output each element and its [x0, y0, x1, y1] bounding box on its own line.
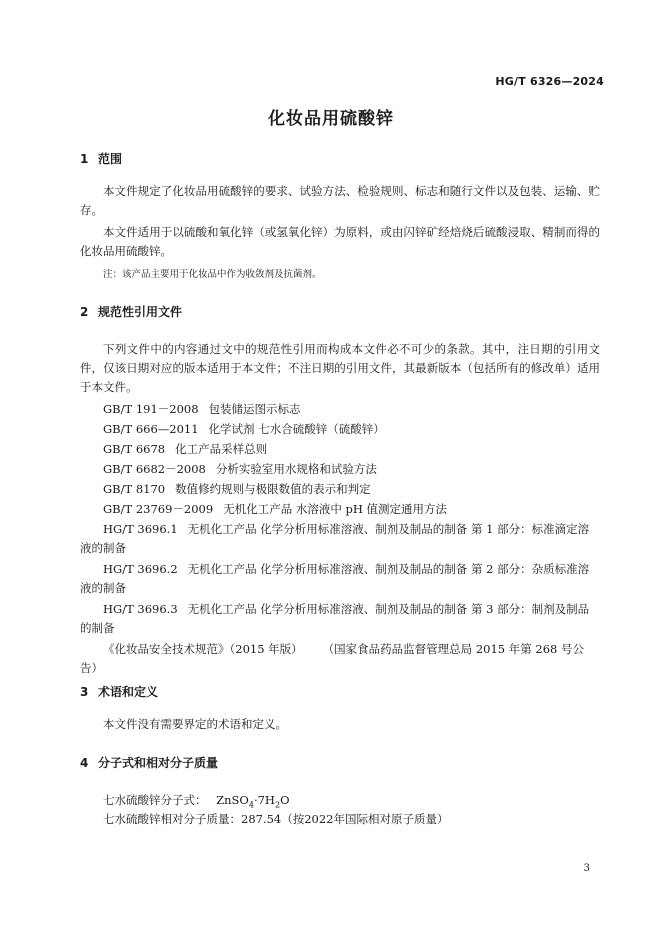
scope-paragraph-1: 本文件规定了化妆品用硫酸锌的要求、试验方法、检验规则、标志和随行文件以及包装、运输、贮存。 [80, 184, 600, 217]
reference-item: HG/T 3696.2 无机化工产品 化学分析用标准溶液、制剂及制品的制备 第 2 部分：杂质标准溶液的制备 [80, 562, 590, 595]
molecular-formula-line [103, 792, 290, 809]
formula-label: 七水硫酸锌分子式： [103, 793, 207, 807]
reference-item: HG/T 3696.3 无机化工产品 化学分析用标准溶液、制剂及制品的制备 第 3 部分：制剂及制品的制备 [80, 602, 590, 635]
scope-paragraph-2: 本文件适用于以硫酸和氧化锌（或氢氧化锌）为原料，或由闪锌矿经焙烧后硫酸浸取、精制而得的化妆品用硫酸锌。 [80, 225, 600, 258]
reference-item: GB/T 6682－2008 分析实验室用水规格和试验方法 [103, 462, 377, 476]
reference-item: GB/T 6678 化工产品采样总则 [103, 442, 268, 456]
reference-item: GB/T 23769－2009 无机化工产品 水溶液中 pH 值测定通用方法 [103, 502, 448, 516]
formula-value: $ZnSO_4\cdot 7H_2O$ [216, 793, 290, 810]
section-title: 范围 [98, 152, 123, 166]
section-4-heading [80, 754, 218, 771]
section-number: 2 [80, 305, 89, 319]
scope-note: 注：该产品主要用于化妆品中作为收敛剂及抗菌剂。 [103, 269, 322, 280]
reference-item: GB/T 666—2011 化学试剂 七水合硫酸锌（硫酸锌） [103, 422, 385, 436]
document-title: 化妆品用硫酸锌 [268, 109, 394, 129]
reference-item: GB/T 8170 数值修约规则与极限数值的表示和判定 [103, 482, 371, 496]
section-2-heading [80, 303, 182, 320]
section-number: 3 [80, 685, 89, 699]
reference-item: GB/T 191－2008 包装储运图示标志 [103, 402, 301, 416]
reference-item: 《化妆品安全技术规范》（2015 年版） （国家食品药品监督管理总局 2015 年第 268 号公告） [80, 642, 585, 675]
section-number: 4 [80, 756, 89, 770]
references-intro: 下列文件中的内容通过文中的规范性引用而构成本文件必不可少的条款。其中，注日期的引用文件，仅该日期对应的版本适用于本文件；不注日期的引用文件，其最新版本（包括所有的修改单）适用于本文件。 [80, 342, 600, 394]
section-title: 分子式和相对分子质量 [98, 756, 219, 770]
section-1-heading [80, 150, 122, 167]
reference-item: HG/T 3696.1 无机化工产品 化学分析用标准溶液、制剂及制品的制备 第 1 部分：标准滴定溶液的制备 [80, 522, 590, 555]
section-number: 1 [80, 152, 89, 166]
section-title: 规范性引用文件 [98, 305, 183, 319]
section-title: 术语和定义 [98, 685, 159, 699]
section-3-heading [80, 683, 158, 700]
molecular-mass-line: 七水硫酸锌相对分子质量：287.54（按2022年国际相对原子质量） [103, 812, 449, 826]
page-number: 3 [583, 863, 590, 874]
terms-paragraph: 本文件没有需要界定的术语和定义。 [103, 717, 287, 731]
standard-code: HG/T 6326—2024 [495, 75, 604, 88]
